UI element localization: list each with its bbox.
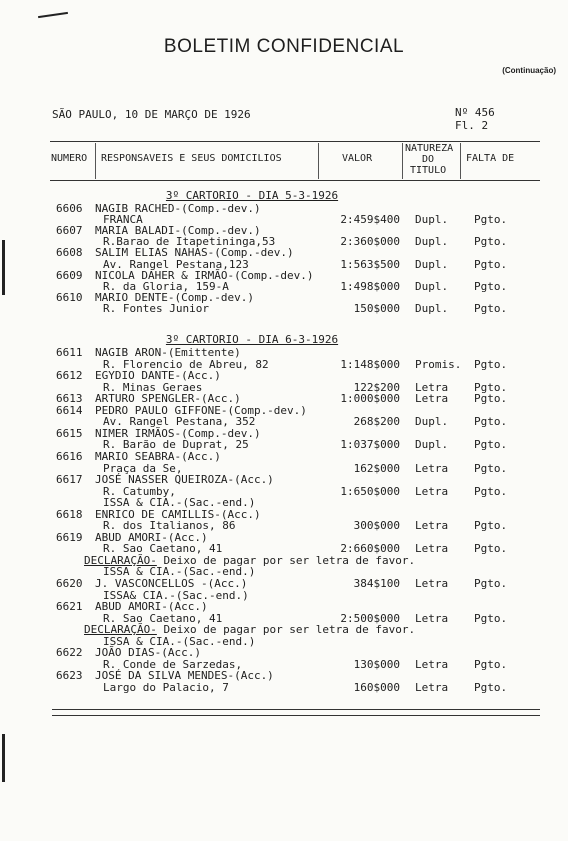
value-amount: 2:459$400 <box>340 213 400 227</box>
entry-number: 6621 <box>56 600 83 614</box>
address-text: R. Sao Caetano, 41 <box>103 542 223 556</box>
address-text: Praça da Se, <box>103 461 183 475</box>
section-heading: 3º CARTORIO - DIA 5-3-1926 <box>165 189 339 202</box>
responsible-name: NAGIB RACHED-(Comp.-dev.) <box>95 202 261 215</box>
lack-of: Pgto. <box>474 279 508 293</box>
col-header-natureza-3: TITULO <box>410 165 447 176</box>
entry-number: 6606 <box>56 202 83 215</box>
lack-of: Pgto. <box>474 257 508 271</box>
value-amount: 162$000 <box>353 461 400 475</box>
col-header-valor: VALOR <box>342 153 373 164</box>
lack-of: Pgto. <box>474 380 508 394</box>
title-nature: Letra <box>415 392 449 406</box>
lack-of: Pgto. <box>474 542 508 556</box>
address-text: R. Catumby, <box>103 484 176 498</box>
address-text: R.Barao de Itapetininga,53 <box>103 235 276 249</box>
entry-number: 6622 <box>56 646 83 660</box>
scan-mark <box>2 734 5 782</box>
value-amount: 1:650$000 <box>340 484 400 498</box>
responsible-name: MARIO SEABRA-(Acc.) <box>95 449 221 463</box>
place-date: SÃO PAULO, 10 DE MARÇO DE 1926 <box>52 108 251 121</box>
lack-of: Pgto. <box>474 484 508 498</box>
value-amount: 122$200 <box>353 380 400 394</box>
lack-of: Pgto. <box>474 301 508 315</box>
lack-of: Pgto. <box>474 213 508 227</box>
col-divider <box>318 143 319 179</box>
address-text: ISSA & CIA.-(Sac.-end.) <box>103 565 256 579</box>
document-title: BOLETIM CONFIDENCIAL <box>163 36 405 57</box>
entry-number: 6610 <box>56 290 83 304</box>
value-amount: 1:037$000 <box>340 438 400 452</box>
lack-of: Pgto. <box>474 519 508 533</box>
declaration-text: DECLARAÇÃO- Deixo de pagar por ser letra de favor. <box>84 553 416 567</box>
lack-of: Pgto. <box>474 611 508 625</box>
responsible-name: JOÃO DIAS-(Acc.) <box>95 646 201 660</box>
responsible-name: ARTURO SPENGLER-(Acc.) <box>95 392 241 406</box>
col-header-numero: NUMERO <box>51 153 88 164</box>
title-nature: Letra <box>415 542 449 556</box>
address-text: ISSA & CIA.-(Sac.-end.) <box>103 496 256 510</box>
title-nature: Dupl. <box>415 235 449 249</box>
responsible-name: ABUD AMORI-(Acc.) <box>95 600 208 614</box>
col-divider <box>460 143 461 179</box>
value-amount: 130$000 <box>353 657 400 671</box>
responsible-name: JOSÉ DA SILVA MENDES-(Acc.) <box>95 669 274 683</box>
col-header-natureza-1: NATUREZA <box>405 143 454 154</box>
value-amount: 2:360$000 <box>340 235 400 249</box>
responsible-name: SALIM ELIAS NAHAS-(Comp.-dev.) <box>95 246 294 260</box>
entry-number: 6608 <box>56 246 83 260</box>
bulletin-number: Nº 456 <box>455 106 495 119</box>
entry-number: 6609 <box>56 268 83 282</box>
col-header-responsaveis: RESPONSAVEIS E SEUS DOMICILIOS <box>101 153 282 164</box>
lack-of: Pgto. <box>474 577 508 590</box>
col-divider <box>95 143 96 179</box>
value-amount: 2:500$000 <box>340 611 400 625</box>
value-amount: 384$100 <box>353 577 400 590</box>
title-nature: Letra <box>415 657 449 671</box>
address-text: Av. Rangel Pestana,123 <box>103 257 249 271</box>
responsible-name: NICOLA DAHER & IRMÃO-(Comp.-dev.) <box>95 268 314 282</box>
section-heading: 3º CARTORIO - DIA 6-3-1926 <box>165 333 339 346</box>
title-nature: Dupl. <box>415 438 449 452</box>
entry-number: 6613 <box>56 392 83 406</box>
declaration-text: DECLARAÇÃO- Deixo de pagar por ser letra de favor. <box>84 623 416 637</box>
table-row <box>0 302 568 315</box>
entry-number: 6615 <box>56 426 83 440</box>
address-text: R. Barão de Duprat, 25 <box>103 438 249 452</box>
value-amount: 160$000 <box>353 680 400 694</box>
title-nature: Letra <box>415 484 449 498</box>
title-nature: Dupl. <box>415 257 449 271</box>
value-amount: 2:660$000 <box>340 542 400 556</box>
lack-of: Pgto. <box>474 680 508 694</box>
value-amount: 268$200 <box>353 415 400 429</box>
address-text: R. Fontes Junior <box>103 301 209 315</box>
entry-number: 6620 <box>56 577 83 590</box>
address-text: ISSA& CIA.-(Sac.-end.) <box>103 588 249 602</box>
address-text: R. dos Italianos, 86 <box>103 519 236 533</box>
address-text: R. Conde de Sarzedas, <box>103 657 243 671</box>
responsible-name: MARIA BALADI-(Comp.-dev.) <box>95 224 261 238</box>
entry-number: 6612 <box>56 369 83 383</box>
continuation-label: (Continuação) <box>502 66 556 75</box>
title-nature: Dupl. <box>415 301 449 315</box>
responsible-name: MARIO DENTE-(Comp.-dev.) <box>95 290 254 304</box>
value-amount: 1:498$000 <box>340 279 400 293</box>
responsible-name: NIMER IRMÃOS-(Comp.-dev.) <box>95 426 261 440</box>
responsible-name: PEDRO PAULO GIFFONE-(Comp.-dev.) <box>95 403 307 417</box>
entry-number: 6619 <box>56 530 83 544</box>
lack-of: Pgto. <box>474 461 508 475</box>
entry-number: 6617 <box>56 473 83 487</box>
value-amount: 1:148$000 <box>340 357 400 371</box>
table-bottom-rule <box>52 715 540 716</box>
title-nature: Promis. <box>415 357 462 371</box>
table-top-rule <box>50 141 540 142</box>
lack-of: Pgto. <box>474 392 508 406</box>
title-nature: Letra <box>415 461 449 475</box>
table-row <box>0 681 568 694</box>
sheet-number: Fl. 2 <box>455 119 489 132</box>
responsible-name: JOSÉ NASSER QUEIROZA-(Acc.) <box>95 473 274 487</box>
lack-of: Pgto. <box>474 657 508 671</box>
col-header-natureza-2: DO <box>422 154 435 165</box>
entry-number: 6614 <box>56 403 83 417</box>
title-nature: Dupl. <box>415 279 449 293</box>
responsible-name: NAGIB ARON-(Emittente) <box>95 346 241 359</box>
responsible-name: EGYDIO DANTE-(Acc.) <box>95 369 221 383</box>
value-amount: 1:000$000 <box>340 392 400 406</box>
address-text: R. da Gloria, 159-A <box>103 279 229 293</box>
title-nature: Letra <box>415 519 449 533</box>
lack-of: Pgto. <box>474 357 508 371</box>
responsible-name: ENRICO DE CAMILLIS-(Acc.) <box>95 507 261 521</box>
title-nature: Letra <box>415 680 449 694</box>
entry-number: 6623 <box>56 669 83 683</box>
col-divider <box>402 143 403 179</box>
entry-number: 6611 <box>56 346 83 359</box>
lack-of: Pgto. <box>474 415 508 429</box>
entry-number: 6618 <box>56 507 83 521</box>
address-text: ISSA & CIA.-(Sac.-end.) <box>103 634 256 648</box>
lack-of: Pgto. <box>474 235 508 249</box>
address-text: Largo do Palacio, 7 <box>103 680 229 694</box>
address-text: Av. Rangel Pestana, 352 <box>103 415 256 429</box>
address-text: R. Sao Caetano, 41 <box>103 611 223 625</box>
title-nature: Dupl. <box>415 213 449 227</box>
lack-of: Pgto. <box>474 438 508 452</box>
address-text: R. Florencio de Abreu, 82 <box>103 357 269 371</box>
address-text: R. Minas Geraes <box>103 380 203 394</box>
value-amount: 1:563$500 <box>340 257 400 271</box>
title-nature: Letra <box>415 611 449 625</box>
responsible-name: ABUD AMORI-(Acc.) <box>95 530 208 544</box>
value-amount: 150$000 <box>353 301 400 315</box>
address-text: FRANCA <box>103 213 143 227</box>
value-amount: 300$000 <box>353 519 400 533</box>
responsible-name: J. VASCONCELLOS -(Acc.) <box>95 577 248 590</box>
title-nature: Letra <box>415 380 449 394</box>
entry-number: 6607 <box>56 224 83 238</box>
table-bottom-rule <box>52 709 540 710</box>
title-nature: Letra <box>415 577 449 590</box>
header-bottom-rule <box>50 180 540 181</box>
title-nature: Dupl. <box>415 415 449 429</box>
col-header-falta: FALTA DE <box>466 153 515 164</box>
scan-mark <box>38 12 68 18</box>
entry-number: 6616 <box>56 449 83 463</box>
